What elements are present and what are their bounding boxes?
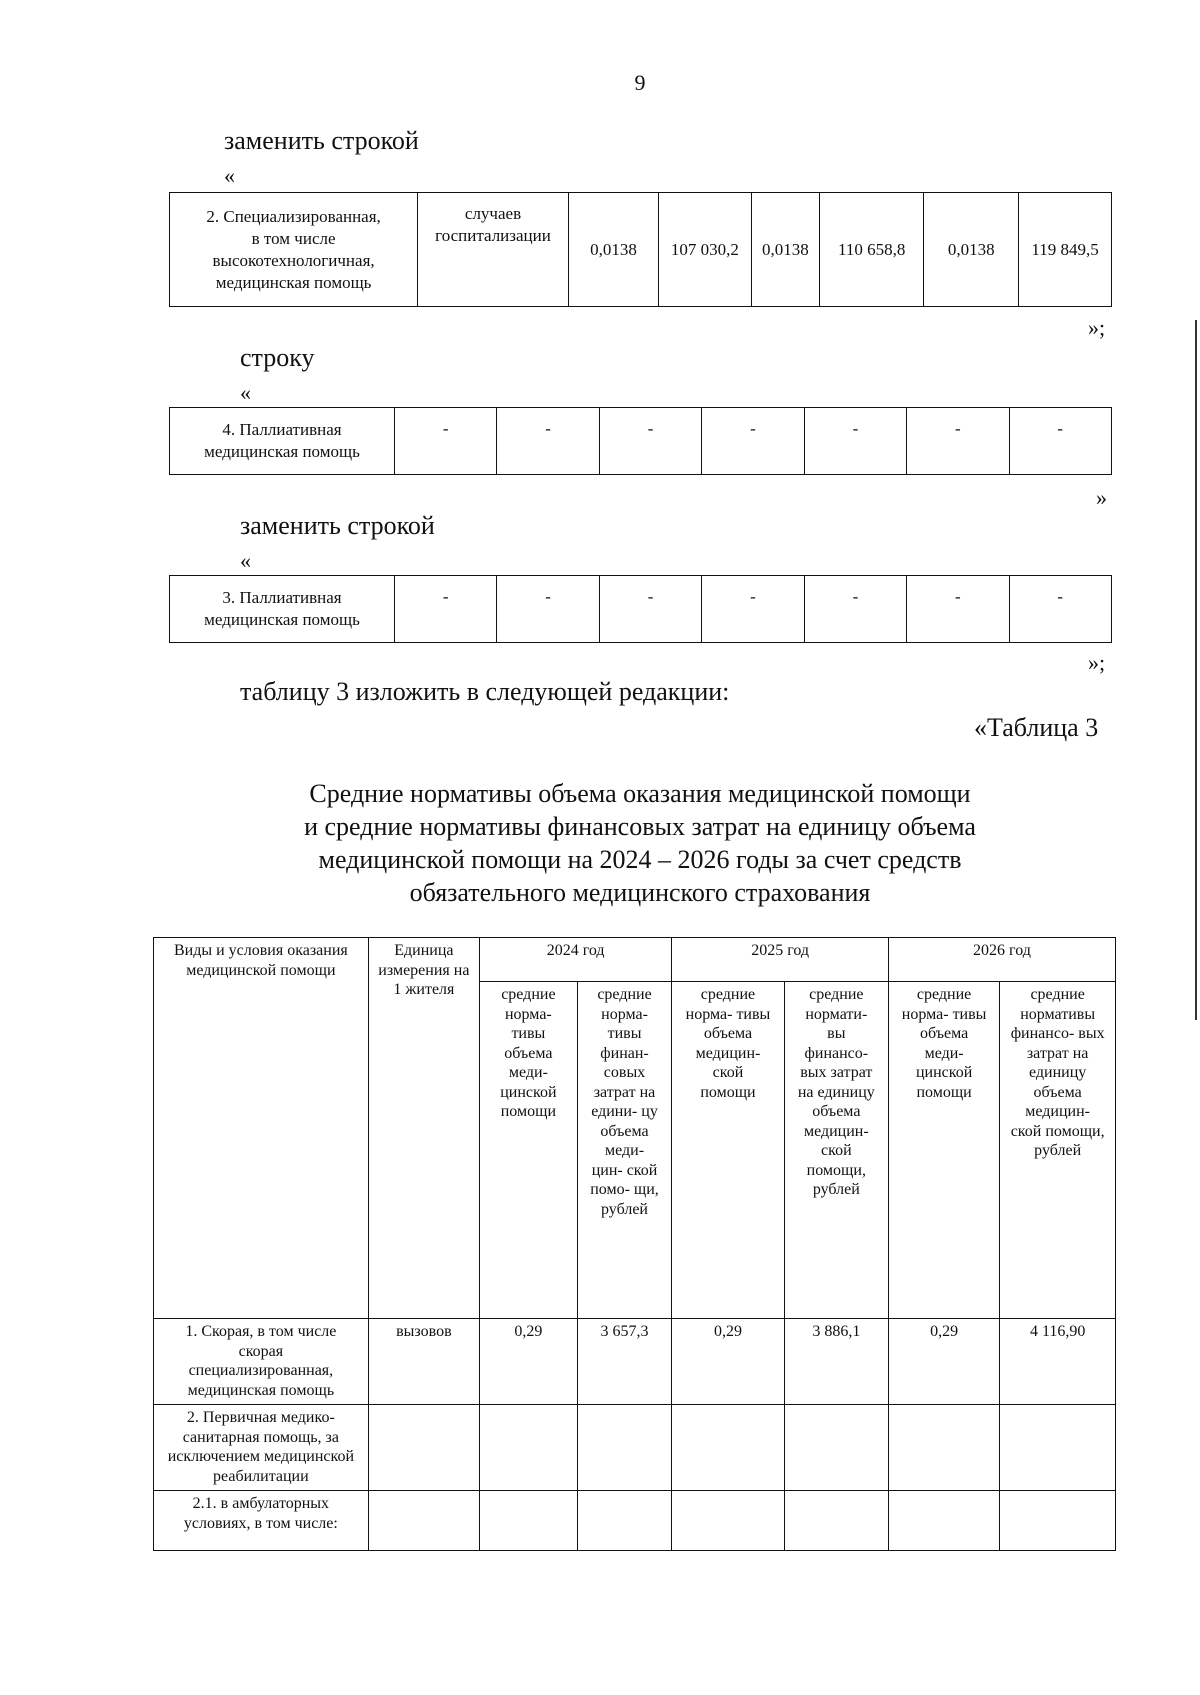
- row-value: [888, 1405, 999, 1491]
- row-value: 0,29: [672, 1319, 784, 1405]
- row-value: 0,29: [480, 1319, 578, 1405]
- subheader-volume-2024: средние норма- тивы объема меди- цинской помощи: [480, 982, 578, 1319]
- table-title: Средние нормативы объема оказания медицинской помощи и средние нормативы финансовых затрат на единицу объема медицинской помощи на 2024 – 2026 годы за счет средств обязательного медицинского страхования: [304, 779, 976, 907]
- value-cell: -: [1009, 408, 1111, 475]
- value-cell: -: [395, 576, 497, 643]
- row-value: 3 886,1: [784, 1319, 888, 1405]
- subheader-cost-2025: средние нормати- вы финансо- вых затрат на единицу объема медицин- ской помощи, рублей: [784, 982, 888, 1319]
- replacement-row-table-2: [169, 575, 1112, 643]
- value-cell: 0,0138: [568, 193, 658, 307]
- subheader-cost-2026: средние нормативы финансо- вых затрат на единицу объема медицин- ской помощи, рублей: [1000, 982, 1116, 1319]
- row-name: 1. Скорая, в том числе скорая специализированная, медицинская помощь: [154, 1319, 369, 1405]
- open-quote-3: «: [240, 548, 251, 573]
- row-value: 4 116,90: [1000, 1319, 1116, 1405]
- row-value: 3 657,3: [577, 1319, 672, 1405]
- row-value: [480, 1491, 578, 1551]
- row-name: 2. Первичная медико-санитарная помощь, за исключением медицинской реабилитации: [154, 1405, 369, 1491]
- row-value: [672, 1405, 784, 1491]
- instruction-table-3: таблицу 3 изложить в следующей редакции:: [240, 677, 730, 706]
- header-year-2024: 2024 год: [480, 938, 672, 982]
- row-value: [784, 1491, 888, 1551]
- row-value: [888, 1491, 999, 1551]
- value-cell: 107 030,2: [659, 193, 752, 307]
- subheader-volume-2026: средние норма- тивы объема меди- цинской помощи: [888, 982, 999, 1319]
- instruction-replace-2: заменить строкой: [240, 511, 435, 540]
- row-unit: вызовов: [368, 1319, 479, 1405]
- open-quote-2: «: [240, 380, 251, 405]
- row-value: [1000, 1491, 1116, 1551]
- scan-edge-line: [1195, 320, 1197, 1020]
- replacement-row-table-1: [169, 192, 1112, 307]
- row-value: [672, 1491, 784, 1551]
- value-cell: -: [599, 408, 701, 475]
- row-name-cell: 2. Специализированная, в том числе высокотехнологичная, медицинская помощь: [170, 193, 418, 307]
- close-quote-3: »;: [1088, 650, 1106, 675]
- value-cell: -: [497, 408, 599, 475]
- row-name-cell: 3. Паллиативная медицинская помощь: [170, 576, 395, 643]
- row-value: [784, 1405, 888, 1491]
- row-name-cell: 4. Паллиативная медицинская помощь: [170, 408, 395, 475]
- value-cell: 110 658,8: [820, 193, 924, 307]
- value-cell: -: [804, 408, 906, 475]
- subheader-volume-2025: средние норма- тивы объема медицин- ской помощи: [672, 982, 784, 1319]
- value-cell: -: [702, 408, 804, 475]
- row-value: 0,29: [888, 1319, 999, 1405]
- header-kinds: Виды и условия оказания медицинской помощи: [154, 938, 369, 1319]
- value-cell: -: [497, 576, 599, 643]
- table-row: [154, 1405, 1116, 1491]
- table-3: [153, 937, 1116, 1551]
- table-row: [154, 1491, 1116, 1551]
- header-unit: Единица измерения на 1 жителя: [368, 938, 479, 1319]
- header-year-2025: 2025 год: [672, 938, 889, 982]
- instruction-row: строку: [240, 343, 315, 372]
- table-row: [154, 1319, 1116, 1405]
- row-unit: [368, 1405, 479, 1491]
- open-quote-1: «: [224, 163, 235, 188]
- row-name: 2.1. в амбулаторных условиях, в том числе:: [154, 1491, 369, 1551]
- instruction-replace-1: заменить строкой: [224, 126, 419, 155]
- table-label: «Таблица 3: [974, 713, 1099, 742]
- value-cell: -: [395, 408, 497, 475]
- header-year-2026: 2026 год: [888, 938, 1115, 982]
- value-cell: -: [907, 576, 1009, 643]
- value-cell: -: [702, 576, 804, 643]
- page-number: 9: [634, 70, 646, 95]
- value-cell: -: [599, 576, 701, 643]
- value-cell: -: [907, 408, 1009, 475]
- value-cell: 0,0138: [924, 193, 1019, 307]
- value-cell: -: [1009, 576, 1111, 643]
- subheader-cost-2024: средние норма- тивы финан- совых затрат на едини- цу объема меди- цин- ской помо- щи, рублей: [577, 982, 672, 1319]
- value-cell: 119 849,5: [1019, 193, 1112, 307]
- close-quote-1: »;: [1088, 315, 1106, 340]
- row-value: [1000, 1405, 1116, 1491]
- value-cell: -: [804, 576, 906, 643]
- value-cell: 0,0138: [751, 193, 819, 307]
- row-unit: [368, 1491, 479, 1551]
- row-value: [577, 1405, 672, 1491]
- row-value: [480, 1405, 578, 1491]
- row-value: [577, 1491, 672, 1551]
- close-quote-2: »: [1096, 485, 1107, 510]
- unit-cell: случаев госпитализации: [418, 193, 569, 307]
- old-row-table: [169, 407, 1112, 475]
